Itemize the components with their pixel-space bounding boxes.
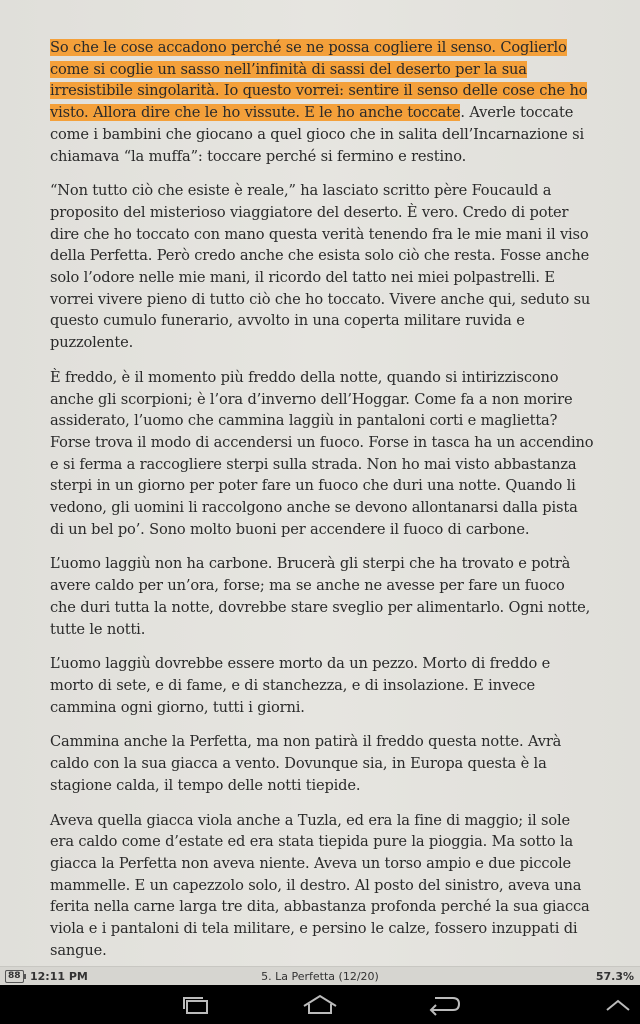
paragraph: L’uomo laggiù non ha carbone. Brucerà gli sterpi che ha trovato e potrà avere caldo per un’ora, forse; ma se anche ne avesse per fare un fuoco che duri tutta la notte, dovrebbe stare sveglio per alimentarlo. Ogni notte, tutte le notti. xyxy=(50,555,591,638)
clock: 12:11 PM xyxy=(30,970,88,983)
paragraph: Cammina anche la Perfetta, ma non patirà il freddo questa notte. Avrà caldo con la sua giacca a vento. Dovunque sia, in Europa questa è la stagione calda, il tempo delle notti tiepide. xyxy=(50,733,562,794)
reader-status-bar xyxy=(0,966,640,986)
recent-apps-button[interactable] xyxy=(176,992,216,1018)
recent-apps-icon xyxy=(180,995,212,1015)
chapter-indicator: 5. La Perfetta (12/20) xyxy=(261,970,379,983)
reading-progress: 57.3% xyxy=(595,970,634,983)
back-icon xyxy=(427,994,461,1016)
paragraph xyxy=(50,37,594,167)
paragraph: L’uomo laggiù dovrebbe essere morto da un pezzo. Morto di freddo e morto di sete, e di fame, e di stanchezza, e di insolazione. E invece cammina ogni giorno, tutti i giorni. xyxy=(50,655,551,716)
home-button[interactable] xyxy=(300,992,340,1018)
back-button[interactable] xyxy=(424,992,464,1018)
paragraph-text: . Averle toccate come i bambini che giocano a quel gioco che in salita dell’Incarnazione si chiamava “la muffa”: toccare perché si fermino e restino. xyxy=(50,104,584,165)
battery-icon: 88 xyxy=(5,970,24,983)
book-text xyxy=(50,37,594,974)
chevron-up-icon xyxy=(604,997,632,1013)
paragraph: Aveva quella giacca viola anche a Tuzla, ed era la fine di maggio; il sole era caldo come d’estate ed era stata tiepida pure la pioggia. Ma sotto la giacca la Perfetta non aveva niente. Aveva un torso ampio e due piccole mammelle. E un capezzolo solo, il destro. Al posto del sinistro, aveva una ferita nella carne larga tre dita, abbastanza profonda perché la sua giacca viola e i pantaloni di tela militare, e persino le calze, fossero inzuppati di sangue. xyxy=(50,811,590,959)
menu-button[interactable] xyxy=(598,992,638,1018)
paragraph: “Non tutto ciò che esiste è reale,” ha lasciato scritto père Foucauld a proposito del misterioso viaggiatore del deserto. È vero. Credo di poter dire che ho toccato con mano questa verità tenendo fra le mie mani il viso della Perfetta. Però credo anche che esista solo ciò che resta. Fosse anche solo l’odore nelle mie mani, il ricordo del tatto nei miei polpastrelli. E vorrei vivere pieno di tutto ciò che ho toccato. Vivere anche qui, seduto su questo cumulo funerario, avvolto in una coperta militare ruvida e puzzolente. xyxy=(50,182,591,352)
text-highlight[interactable]: So che le cose accadono perché se ne possa cogliere il senso. Coglierlo come si coglie un sasso nell’infinità di sassi del deserto per la sua irresistibile singolarità. Io questo vorrei: sentire il senso delle cose che ho visto. Allora dire che le ho vissute. E le ho anche toccate xyxy=(50,39,588,122)
paragraph: È freddo, è il momento più freddo della notte, quando si intirizziscono anche gli scorpioni; è l’ora d’inverno dell’Hoggar. Come fa a non morire assiderato, l’uomo che cammina laggiù in pantaloni corti e maglietta? Forse trova il modo di accendersi un fuoco. Forse in tasca ha un accendino e si ferma a raccogliere sterpi sulla strada. Non ho mai visto abbastanza sterpi in un giorno per poter fare un fuoco che duri una notte. Quando li vedono, gli uomini li raccolgono anche se devono allontanarsi dalla pista di un bel po’. Sono molto buoni per accendere il fuoco di carbone. xyxy=(50,368,594,538)
navigation-bar xyxy=(0,985,640,1024)
home-icon xyxy=(301,994,339,1016)
